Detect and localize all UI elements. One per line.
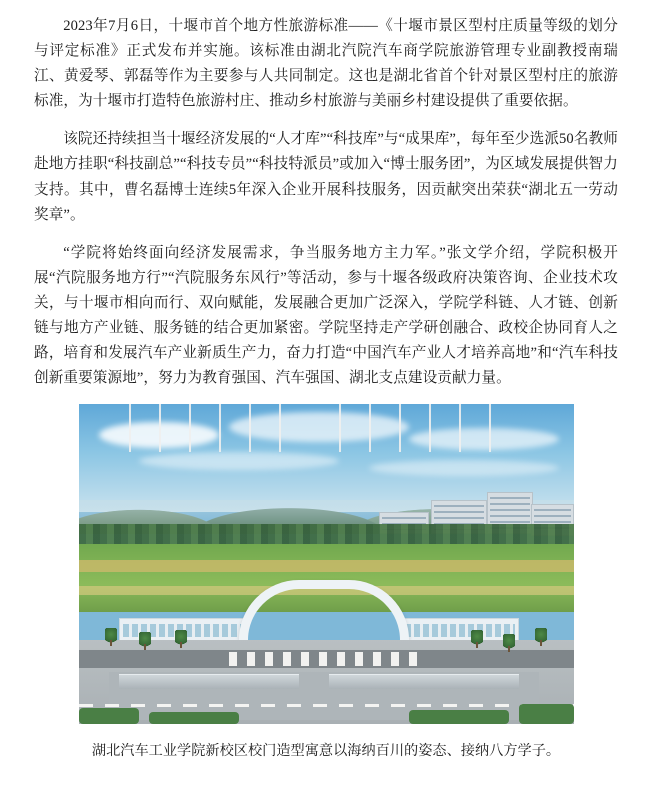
shrub — [149, 712, 239, 724]
tree — [175, 630, 187, 646]
figure-caption: 湖北汽车工业学院新校区校门造型寓意以海纳百川的姿态、接纳八方学子。 — [91, 743, 561, 760]
parking-line — [219, 404, 221, 452]
shrub — [519, 704, 574, 724]
figure-block — [34, 404, 618, 763]
tree — [471, 630, 483, 646]
parking-line — [129, 404, 131, 452]
paragraph-2: 该院还持续担当十堰经济发展的“人才库”“科技库”与“成果库”，每年至少选派50名教师赴地方挂职“科技副总”“科技专员”“科技特派员”或加入“博士服务团”，为区域发展提供智力支持。其中，曹名磊博士连续5年深入企业开展科技服务，因贡献突出荣获“湖北五一劳动奖章”。 — [34, 131, 618, 223]
gate-arch — [239, 580, 409, 640]
paragraph-3: “学院将始终面向经济发展需求，争当服务地方主力军。”张文学介绍，学院积极开展“汽院服务地方行”“汽院服务东风行”等活动，参与十堰各级政府决策咨询、企业技术攻关，与十堰市相向而行、双向赋能，发展融合更加广泛深入，学院学科链、人才链、创新链与地方产业链、服务链的结合更加紧密。学院坚持走产学研创融合、政校企协同育人之路，培育和发展汽车产业新质生产力，奋力打造“中国汽车产业人才培养高地”和“汽车科技创新重要策源地”，努力为教育强国、汽车强国、湖北支点建设贡献力量。 — [34, 244, 618, 387]
tree — [105, 628, 117, 644]
parking-line — [459, 404, 461, 452]
parking-line — [249, 404, 251, 452]
crosswalk — [229, 652, 419, 666]
parking-line — [489, 404, 491, 452]
parking-line — [189, 404, 191, 452]
parking-line — [429, 404, 431, 452]
paragraph-1: 2023年7月6日，十堰市首个地方性旅游标准——《十堰市景区型村庄质量等级的划分与评定标准》正式发布并实施。该标准由湖北汽院汽车商学院旅游管理专业副教授南瑞江、黄爱琴、郭磊等作为主要参与人共同制定。这也是湖北省首个针对景区型村庄的旅游标准，为十堰市打造特色旅游村庄、推动乡村旅游与美丽乡村建设提供了重要依据。 — [34, 18, 618, 110]
shrub — [409, 710, 509, 724]
shrub — [79, 708, 139, 724]
lane-marking — [79, 704, 574, 707]
gate-glass-right — [405, 624, 515, 637]
tree — [503, 634, 515, 650]
parking-canopy — [119, 674, 299, 689]
tree — [139, 632, 151, 648]
parking-line — [279, 404, 281, 452]
parking-line — [159, 404, 161, 452]
campus-gate-photo — [79, 404, 574, 724]
parking-line — [339, 404, 341, 452]
tree — [535, 628, 547, 644]
parking-line — [369, 404, 371, 452]
lawn-path — [79, 560, 574, 572]
parking-line — [399, 404, 401, 452]
parking-canopy — [329, 674, 519, 689]
